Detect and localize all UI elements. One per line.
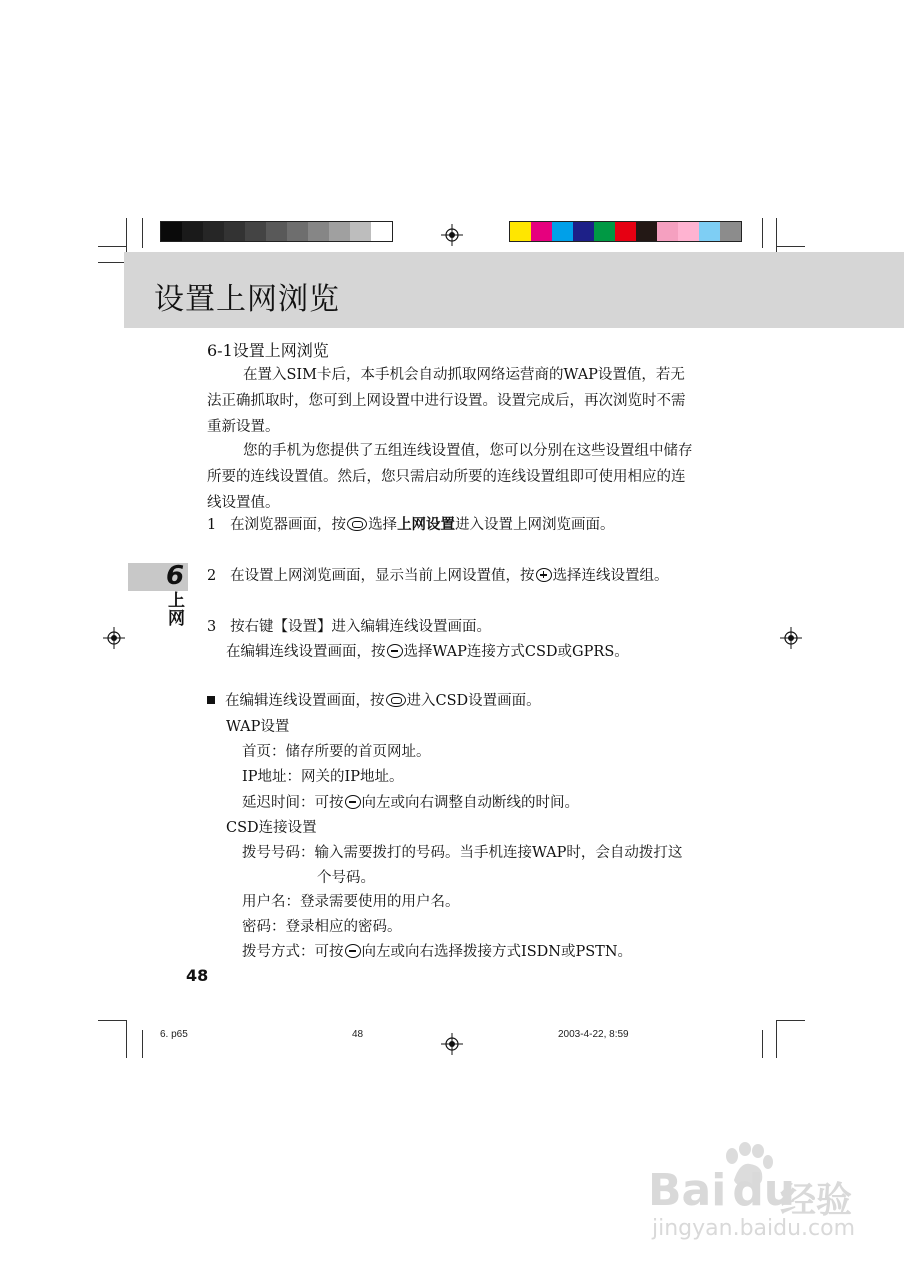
step-3-sub — [226, 639, 716, 665]
color-swatch — [510, 222, 531, 241]
color-swatch — [594, 222, 615, 241]
delay-text: 向左或向右调整自动断线的时间。 — [361, 795, 579, 811]
homepage-item: 首页：储存所要的首页网址。 — [242, 744, 431, 760]
nav-key-icon — [345, 944, 361, 958]
password-item: 密码：登录相应的密码。 — [242, 919, 402, 935]
color-swatch — [531, 222, 552, 241]
nav-key-icon — [345, 795, 361, 809]
chapter-number: 6 — [166, 561, 185, 591]
color-swatch — [552, 222, 573, 241]
delay-item — [242, 790, 579, 816]
watermark-cn: 经验 — [780, 1180, 853, 1221]
bullet-item — [207, 688, 697, 714]
paragraph: 在置入SIM卡后，本手机会自动抓取网络运营商的WAP设置值，若无法正确抓取时，您可到上网设置中进行设置。设置完成后，再次浏览时不需重新设置。 — [207, 367, 686, 435]
gray-swatch — [203, 222, 224, 241]
step-text: 进入设置上网浏览画面。 — [455, 517, 615, 533]
page-number: 48 — [186, 966, 209, 985]
slug-file: 6. p65 — [160, 1029, 188, 1040]
gray-swatch — [245, 222, 266, 241]
watermark-brand — [648, 1165, 795, 1216]
step-1 — [207, 512, 697, 538]
registration-mark-icon — [103, 627, 125, 649]
page-title: 设置上网浏览 — [154, 282, 340, 317]
slug-page: 48 — [352, 1029, 364, 1040]
slug-date: 2003-4-22, 8:59 — [558, 1029, 629, 1040]
bullet-text: 进入CSD设置画面。 — [406, 693, 541, 709]
color-swatch — [636, 222, 657, 241]
dial-number-item: 拨号号码：输入需要拨打的号码。当手机连接WAP时，会自动拨打这 — [242, 845, 683, 861]
ok-key-icon — [386, 693, 406, 707]
gray-swatch — [182, 222, 203, 241]
crop-mark — [98, 246, 126, 247]
color-swatch — [657, 222, 678, 241]
gray-swatch — [308, 222, 329, 241]
step-text: 选择连线设置组。 — [552, 568, 669, 584]
dial-mode-text: 拨号方式：可按 — [242, 944, 344, 960]
dial-mode-item — [242, 939, 632, 965]
ip-item: IP地址：网关的IP地址。 — [242, 769, 404, 785]
dial-mode-text: 向左或向右选择拨接方式ISDN或PSTN。 — [361, 944, 633, 960]
dial-number-item-cont: 个号码。 — [317, 870, 375, 886]
step-number: 2 — [207, 568, 217, 584]
crop-mark — [98, 1020, 126, 1021]
step-bold-text: 上网设置 — [397, 516, 456, 533]
chapter-label: 上网 — [168, 591, 185, 629]
registration-mark-icon — [441, 224, 463, 246]
header-band — [124, 252, 904, 328]
bullet-icon — [207, 696, 215, 704]
watermark-brand-b: du — [732, 1165, 796, 1216]
gray-swatch — [350, 222, 371, 241]
gray-swatch — [371, 222, 392, 241]
crop-mark — [142, 218, 143, 248]
crop-mark — [98, 262, 126, 263]
step-text: 在设置上网浏览画面，显示当前上网设置值，按 — [230, 568, 535, 584]
crop-mark — [776, 1020, 777, 1058]
paragraph: 您的手机为您提供了五组连线设置值，您可以分别在这些设置组中储存所要的连线设置值。然后，您只需启动所要的连线设置组即可使用相应的连线设置值。 — [207, 443, 693, 511]
crop-mark — [777, 246, 805, 247]
step-text: 按右键【设置】进入编辑连线设置画面。 — [230, 619, 492, 635]
nav-key-icon — [536, 568, 552, 582]
color-swatch — [678, 222, 699, 241]
bullet-text: 在编辑连线设置画面，按 — [225, 693, 385, 709]
wap-heading: WAP设置 — [226, 719, 290, 735]
step-number: 1 — [207, 517, 217, 533]
gray-swatch — [287, 222, 308, 241]
watermark-brand-a: Bai — [648, 1165, 727, 1216]
csd-heading: CSD连接设置 — [226, 820, 317, 836]
step-text: 选择WAP连接方式CSD或GPRS。 — [403, 644, 629, 660]
nav-key-icon — [387, 644, 403, 658]
username-item: 用户名：登录需要使用的用户名。 — [242, 894, 460, 910]
step-text: 在编辑连线设置画面，按 — [226, 644, 386, 660]
crop-mark — [762, 1030, 763, 1058]
grayscale-bar — [160, 221, 393, 242]
color-swatch — [699, 222, 720, 241]
menu-key-icon — [347, 517, 367, 531]
gray-swatch — [224, 222, 245, 241]
gray-swatch — [329, 222, 350, 241]
step-3 — [207, 614, 697, 640]
gray-swatch — [266, 222, 287, 241]
delay-text: 延迟时间：可按 — [242, 795, 344, 811]
color-bar — [509, 221, 742, 242]
watermark-url: jingyan.baidu.com — [652, 1216, 856, 1241]
step-2 — [207, 563, 697, 589]
section-heading: 6-1设置上网浏览 — [207, 341, 329, 360]
color-swatch — [720, 222, 741, 241]
registration-mark-icon — [780, 627, 802, 649]
registration-mark-icon — [441, 1033, 463, 1055]
step-text: 选择 — [368, 517, 398, 533]
crop-mark — [142, 1030, 143, 1058]
crop-mark — [126, 1020, 127, 1058]
crop-mark — [762, 218, 763, 248]
crop-mark — [777, 1020, 805, 1021]
step-text: 在浏览器画面，按 — [230, 517, 347, 533]
gray-swatch — [161, 222, 182, 241]
color-swatch — [615, 222, 636, 241]
step-number: 3 — [207, 619, 217, 635]
color-swatch — [573, 222, 594, 241]
